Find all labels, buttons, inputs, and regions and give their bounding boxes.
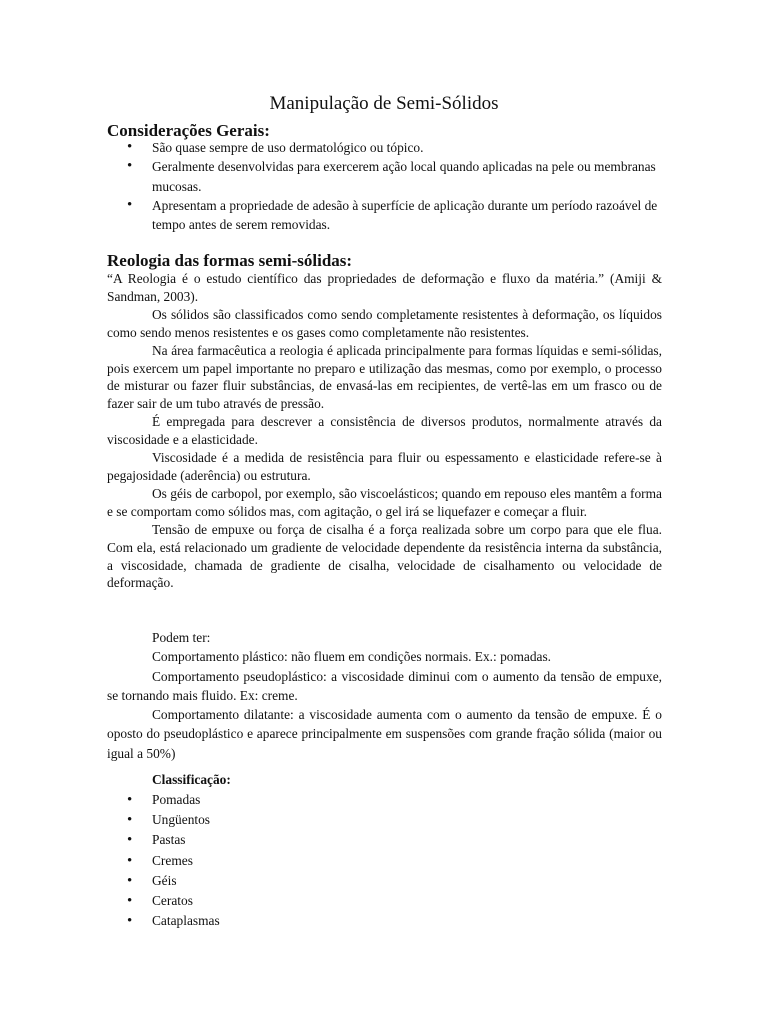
paragraph: Comportamento plástico: não fluem em condições normais. Ex.: pomadas. [152,649,552,665]
comportamentos-block [107,628,662,763]
list-item: • Ceratos [107,891,220,911]
list-item: • Pastas [107,830,220,850]
paragraph: Tensão de empuxe ou força de cisalha é a força realizada sobre um corpo para que ele flua. Com ela, está relacionado um gradiente de velocidade dependente da resistência interna da substância, a viscosidade, chamada de gradiente de cisalha, velocidade de cisalhamento ou velocidade de deformação. [107,521,662,591]
list-item: • Apresentam a propriedade de adesão à superfície de aplicação durante um período razoável de tempo antes de serem removidas. [107,196,662,235]
section-heading-reologia: Reologia das formas semi-sólidas: [107,251,353,270]
list-item: • Pomadas [107,790,220,810]
paragraph: Os géis de carbopol, por exemplo, são viscoelásticos; quando em repouso eles mantêm a forma e se comportam como sólidos mas, com agitação, o gel irá se liquefazer e começar a fluir. [107,485,662,519]
reologia-body [107,270,662,592]
paragraph: É empregada para descrever a consistência de diversos produtos, normalmente através da viscosidade e a elasticidade. [107,414,662,448]
paragraph: Os sólidos são classificados como sendo completamente resistentes à deformação, os líquidos como sendo menos resistentes e os gases como completamente não resistentes. [107,306,662,340]
classificacao-heading: Classificação: [152,772,231,787]
classificacao-list [107,790,220,931]
list-item: • São quase sempre de uso dermatológico ou tópico. [107,138,662,157]
paragraph: “A Reologia é o estudo científico das propriedades de deformação e fluxo da matéria.” (Amiji & Sandman, 2003). [107,271,662,304]
list-item: • Cataplasmas [107,911,220,931]
list-item: • Cremes [107,851,220,871]
document-title: Manipulação de Semi-Sólidos [269,93,499,114]
list-item: • Ungüentos [107,810,220,830]
paragraph: Na área farmacêutica a reologia é aplicada principalmente para formas líquidas e semi-sólidas, pois exercem um papel importante no preparo e utilização das mesmas, como por exemplo, o processo de misturar ou fazer fluir substâncias, de envasá-las em recipientes, de vertê-las em um frasco ou de fazer sair de um tubo através de pressão. [107,342,662,412]
paragraph: Podem ter: [152,630,211,645]
list-item: • Géis [107,871,220,891]
paragraph: Comportamento pseudoplástico: a viscosidade diminui com o aumento da tensão de empuxe, se tornando mais fluido. Ex: creme. [107,668,662,703]
section-heading-consideracoes: Considerações Gerais: [107,121,270,140]
list-item: • Geralmente desenvolvidas para exercerem ação local quando aplicadas na pele ou membranas mucosas. [107,157,662,196]
paragraph: Comportamento dilatante: a viscosidade aumenta com o aumento da tensão de empuxe. É o oposto do pseudoplástico e aparece principalmente em suspensões com grande fração sólida (maior ou igual a 50%) [107,707,662,761]
paragraph: Viscosidade é a medida de resistência para fluir ou espessamento e elasticidade refere-se à pegajosidade (aderência) ou estrutura. [107,450,662,483]
consideracoes-list [107,138,662,234]
